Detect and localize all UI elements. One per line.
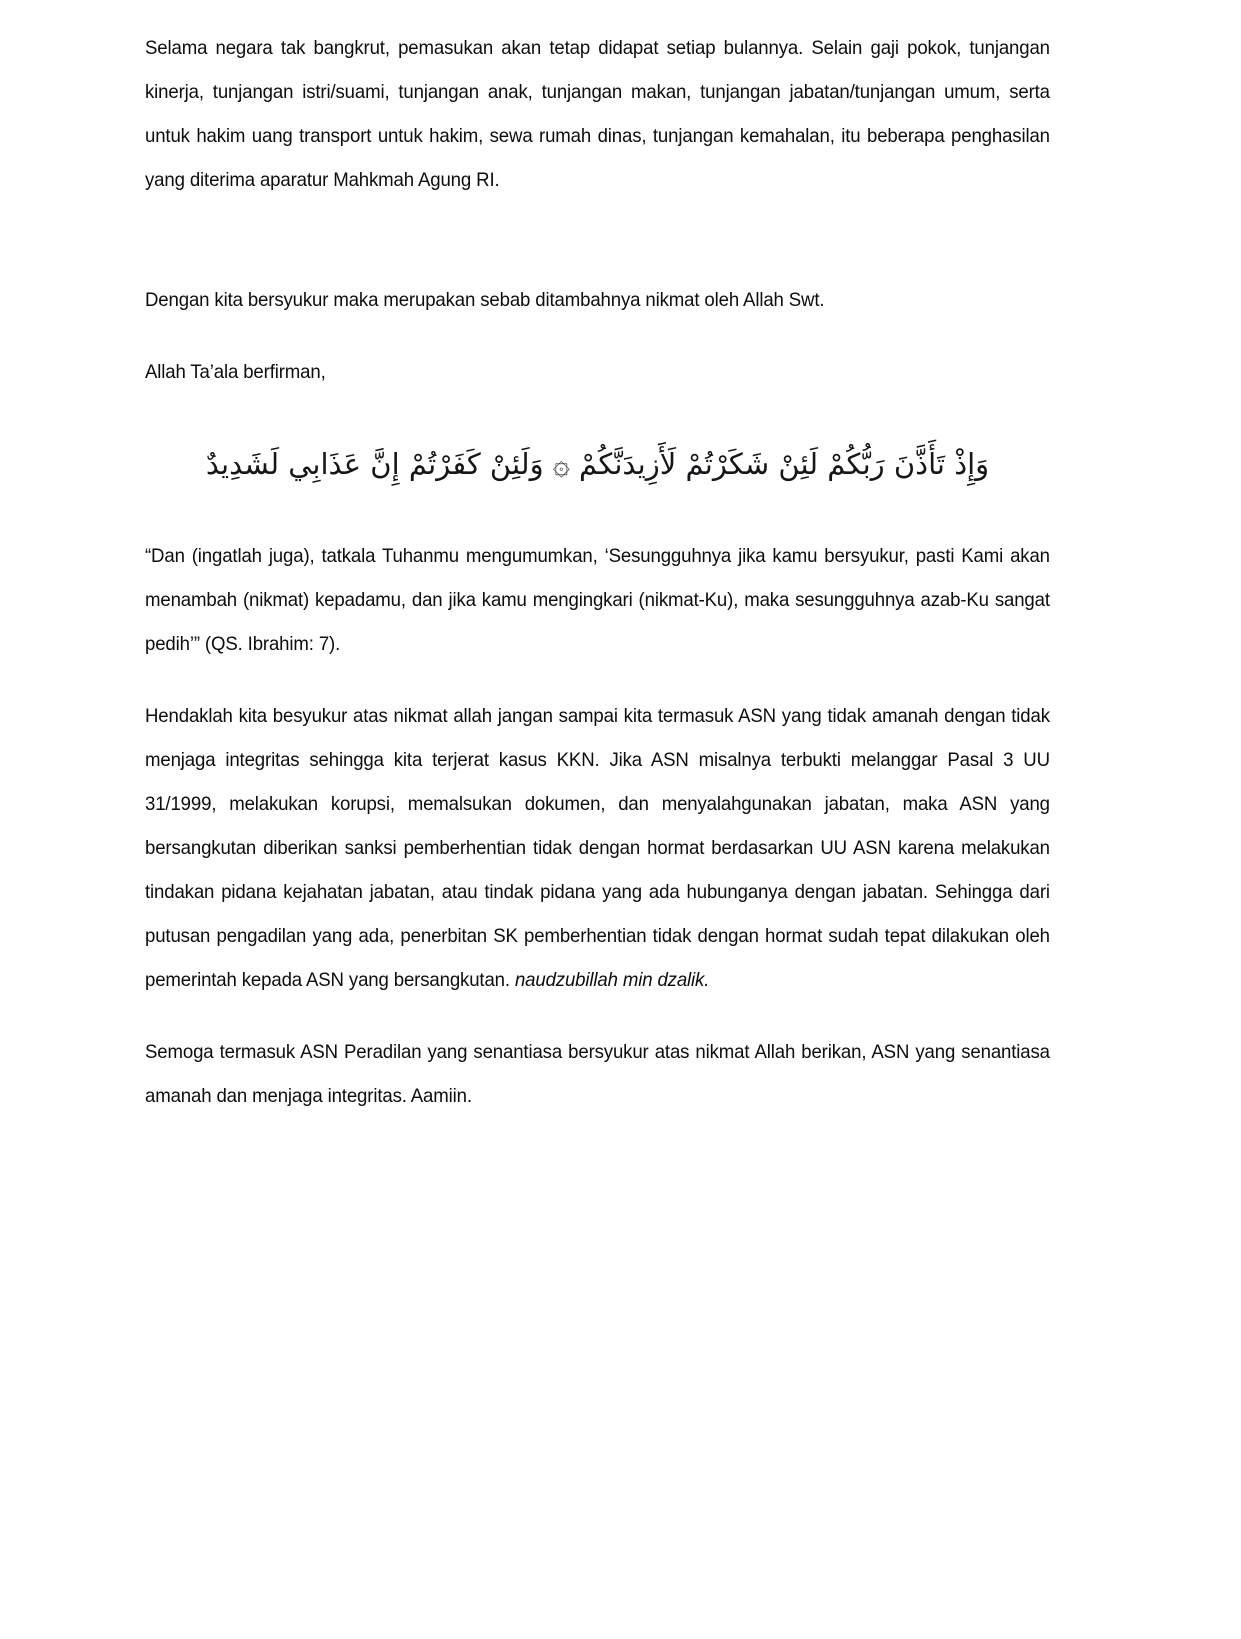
paragraph-spacer: [145, 322, 1050, 350]
paragraph-hendaklah-italic-tail: naudzubillah min dzalik.: [514, 969, 710, 991]
paragraph-spacer: [145, 1002, 1050, 1030]
document-body: [145, 26, 1050, 1118]
paragraph-spacer: [145, 494, 1050, 534]
paragraph-allah-berfirman: Allah Ta’ala berfirman,: [145, 361, 326, 383]
paragraph-hendaklah: [145, 694, 1050, 1002]
paragraph-semoga: Semoga termasuk ASN Peradilan yang senantiasa bersyukur atas nikmat Allah berikan, ASN yang senantiasa amanah dan menjaga integritas. Aamiin.: [145, 1041, 1050, 1107]
paragraph-spacer: [145, 666, 1050, 694]
quran-verse-arabic: وَإِذْ تَأَذَّنَ رَبُّكُمْ لَئِنْ شَكَرْتُمْ لَأَزِيدَنَّكُمْ ۞ وَلَئِنْ كَفَرْتُمْ إِنَّ عَذَابِي لَشَدِيدٌ: [205, 447, 990, 481]
paragraph-bersyukur: Dengan kita bersyukur maka merupakan sebab ditambahnya nikmat oleh Allah Swt.: [145, 289, 825, 311]
paragraph-spacer: [145, 202, 1050, 278]
paragraph-hendaklah-text: Hendaklah kita besyukur atas nikmat allah jangan sampai kita termasuk ASN yang tidak amanah dengan tidak menjaga integritas sehingga kita terjerat kasus KKN. Jika ASN misalnya terbukti melanggar Pasal 3 UU 31/1999, melakukan korupsi, memalsukan dokumen, dan menyalahgunakan jabatan, maka ASN yang bersangkutan diberikan sanksi pemberhentian tidak dengan hormat berdasarkan UU ASN karena melakukan tindakan pidana kejahatan jabatan, atau tindak pidana yang ada hubunganya dengan jabatan. Sehingga dari putusan pengadilan yang ada, penerbitan SK pemberhentian tidak dengan hormat sudah tepat dilakukan oleh pemerintah kepada ASN yang bersangkutan.: [145, 705, 1050, 991]
paragraph-penghasilan: Selama negara tak bangkrut, pemasukan akan tetap didapat setiap bulannya. Selain gaji pokok, tunjangan kinerja, tunjangan istri/suami, tunjangan anak, tunjangan makan, tunjangan jabatan/tunjangan umum, serta untuk hakim uang transport untuk hakim, sewa rumah dinas, tunjangan kemahalan, itu beberapa penghasilan yang diterima aparatur Mahkmah Agung RI.: [145, 37, 1050, 191]
paragraph-spacer: [145, 394, 1050, 434]
paragraph-quran-translation: “Dan (ingatlah juga), tatkala Tuhanmu mengumumkan, ‘Sesungguhnya jika kamu bersyukur, pasti Kami akan menambah (nikmat) kepadamu, dan jika kamu mengingkari (nikmat-Ku), maka sesungguhnya azab-Ku sangat pedih’” (QS. Ibrahim: 7).: [145, 545, 1050, 655]
